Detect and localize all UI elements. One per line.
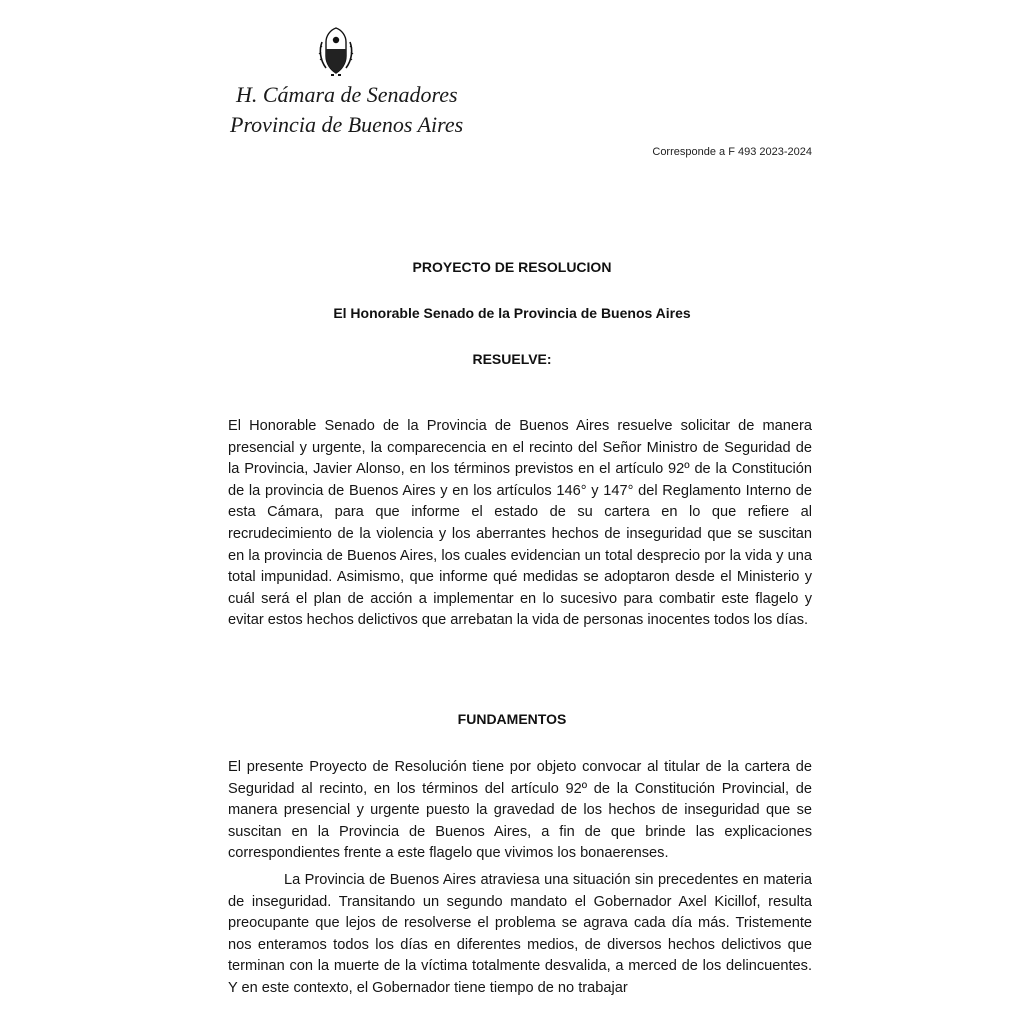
document-title: PROYECTO DE RESOLUCION	[412, 259, 612, 275]
fundamentos-heading: FUNDAMENTOS	[457, 711, 567, 727]
fundamentos-body	[228, 757, 812, 1000]
letterhead-province: Provincia de Buenos Aires	[230, 112, 464, 137]
file-reference: Corresponde a F 493 2023-2024	[652, 146, 812, 158]
provincial-coat-of-arms-icon	[316, 26, 356, 76]
letterhead-chamber: H. Cámara de Senadores	[236, 82, 458, 107]
resolves-heading: RESUELVE:	[472, 351, 552, 367]
fundamentos-paragraph-2: La Provincia de Buenos Aires atraviesa una situación sin precedentes en materia de inseguridad. Transitando un segundo mandato el Gobernador Axel Kicillof, resulta preocupante que lejos de resolverse el problema se agrava cada día más. Tristemente nos enteramos todos los días en diferentes medios, de diversos hechos delictivos que terminan con la muerte de la víctima totalmente desvalida, a merced de los delincuentes. Y en este contexto, el Gobernador tiene tiempo de no trabajar	[228, 871, 812, 996]
letterhead	[230, 80, 463, 140]
issuing-body: El Honorable Senado de la Provincia de Buenos Aires	[333, 305, 691, 321]
fundamentos-paragraph-1: El presente Proyecto de Resolución tiene por objeto convocar al titular de la cartera de Seguridad al recinto, en los términos del artículo 92º de la Constitución Provincial, de manera presencial y urgente puesto la gravedad de los hechos de inseguridad que se suscitan en la Provincia de Buenos Aires, a fin de que brinde las explicaciones correspondientes frente a este flagelo que vivimos los bonaerenses.	[228, 759, 812, 862]
resolution-paragraph: El Honorable Senado de la Provincia de Buenos Aires resuelve solicitar de manera presencial y urgente, la comparecencia en el recinto del Señor Ministro de Seguridad de la Provincia, Javier Alonso, en los términos previstos en el artículo 92º de la Constitución de la provincia de Buenos Aires y en los artículos 146° y 147° del Reglamento Interno de esta Cámara, para que informe el estado de su cartera en lo que refiere al recrudecimiento de la violencia y los aberrantes hechos de inseguridad que se suscitan en la provincia de Buenos Aires, los cuales evidencian un total desprecio por la vida y una total impunidad. Asimismo, que informe qué medidas se adoptaron desde el Ministerio y cuál será el plan de acción a implementar en lo sucesivo para combatir este flagelo y evitar estos hechos delictivos que arrebatan la vida de personas inocentes todos los días.	[228, 418, 812, 629]
